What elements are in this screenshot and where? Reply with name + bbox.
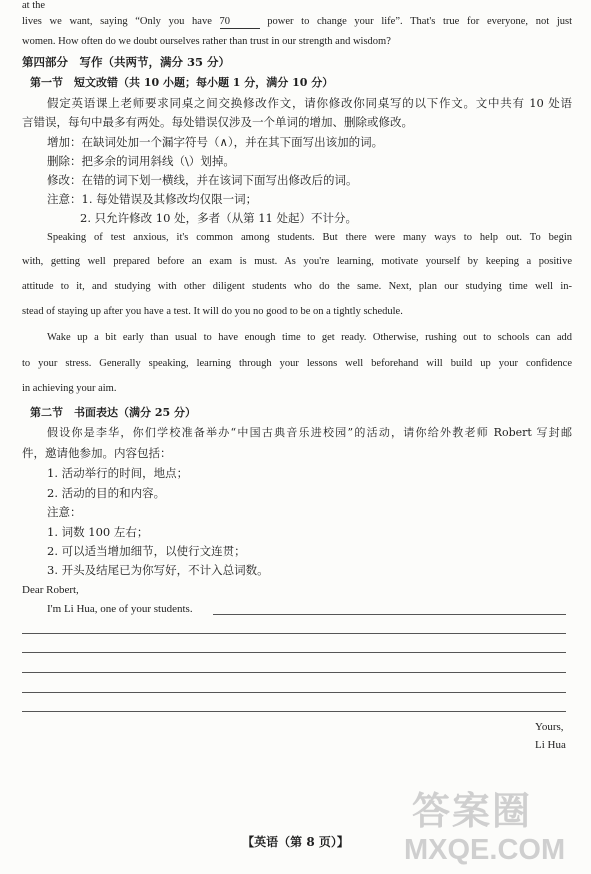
rule-modify: 修改：在错的词下划一横线，并在该词下面写出修改后的词。	[47, 173, 358, 187]
watermark-site: MXQE.COM	[404, 834, 566, 866]
passage-line: Speaking of test anxious, it's common among students. But there were many ways to help out. To begin	[47, 232, 572, 243]
answer-line	[22, 633, 566, 634]
content-point: 2. 活动的目的和内容。	[47, 486, 166, 500]
answer-line	[22, 711, 566, 712]
rule-add: 增加：在缺词处加一个漏字符号（∧），并在其下面写出该加的词。	[47, 135, 384, 149]
letter-greeting: Dear Robert,	[22, 584, 79, 596]
passage-line: stead of staying up after you have a test. It will do you no good to be on a tightly schedule.	[22, 306, 403, 317]
answer-line	[213, 614, 566, 615]
top-fragment-line: at the	[22, 0, 46, 11]
content-point: 1. 活动举行的时间，地点；	[47, 466, 189, 480]
letter-signature: Li Hua	[535, 739, 566, 751]
section2-note: 1. 词数 100 左右；	[47, 525, 149, 539]
section2-prompt-line: 假设你是李华，你们学校准备举办“中国古典音乐进校园”的活动，请你给外教老师 Robert 写封邮	[47, 426, 572, 439]
section2-heading: 第二节 书面表达（满分 25 分）	[30, 406, 196, 419]
section1-instruction-line: 言错误，每句中最多有两处。每处错误仅涉及一个单词的增加、删除或修改。	[22, 115, 413, 129]
section2-notes-label: 注意：	[47, 505, 82, 519]
letter-opening: I'm Li Hua, one of your students.	[47, 603, 193, 615]
passage-line: to your stress. Generally speaking, learning through your lessons well beforehand will build up your confidence	[22, 358, 572, 369]
section1-note: 注意：1. 每处错误及其修改均仅限一词；	[47, 192, 258, 206]
answer-line	[22, 692, 566, 693]
page-footer: 【英语（第 8 页）】	[242, 835, 349, 849]
passage-line: Wake up a bit early than usual to have enough time to get ready. Otherwise, rushing out to schools can add	[47, 332, 572, 343]
answer-line	[22, 672, 566, 673]
cloze-line-2: women. How often do we doubt ourselves rather than trust in our strength and wisdom?	[22, 36, 391, 47]
passage-line: attitude to it, and studying with other diligent students who do the same. Next, plan our studying time well in-	[22, 281, 572, 292]
section2-prompt-line: 件，邀请他参加。内容包括：	[22, 446, 172, 460]
watermark-logo: 答案圈	[412, 789, 533, 833]
cloze-line-with-blank	[22, 14, 572, 30]
section1-heading: 第一节 短文改错（共 10 小题；每小题 1 分，满分 10 分）	[30, 76, 334, 89]
cloze-text-after: power to change your life”. That's true for everyone, not just	[267, 16, 572, 27]
passage-line: in achieving your aim.	[22, 383, 117, 394]
part-heading: 第四部分 写作（共两节，满分 35 分）	[22, 55, 231, 69]
section1-instruction-line: 假定英语课上老师要求同桌之间交换修改作文，请你修改你同桌写的以下作文。文中共有 10 处语	[47, 96, 572, 110]
letter-closing: Yours,	[535, 721, 564, 733]
section1-note: 2. 只允许修改 10 处，多者（从第 11 处起）不计分。	[80, 211, 358, 225]
cloze-text-before: lives we want, saying “Only you have	[22, 16, 212, 27]
rule-delete: 删除：把多余的词用斜线（\）划掉。	[47, 154, 235, 168]
passage-line: with, getting well prepared before an exam is must. As you're learning, motivate yourself by keeping a positive	[22, 256, 572, 267]
section2-note: 3. 开头及结尾已为你写好，不计入总词数。	[47, 563, 269, 577]
cloze-blank-70: 70	[220, 15, 260, 29]
answer-line	[22, 652, 566, 653]
section2-note: 2. 可以适当增加细节，以使行文连贯；	[47, 544, 246, 558]
